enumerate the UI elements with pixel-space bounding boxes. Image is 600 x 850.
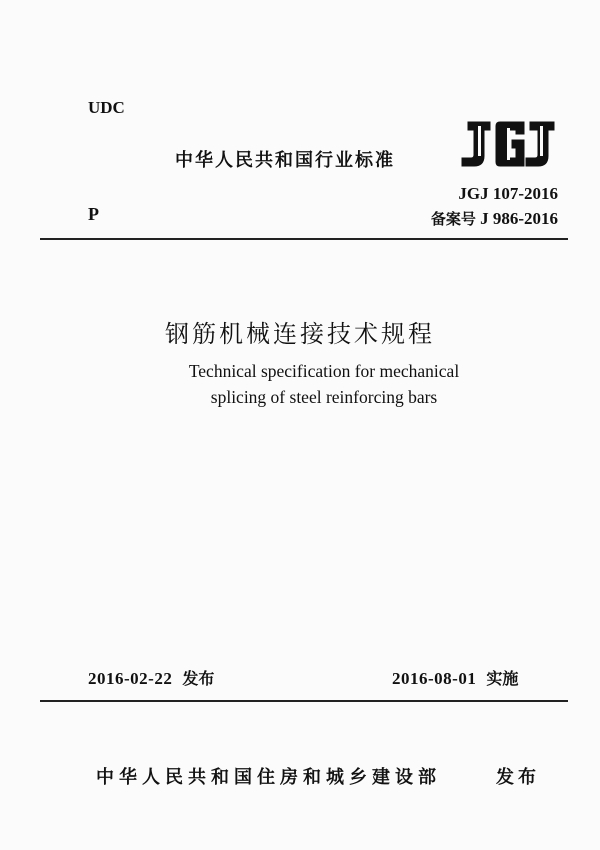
udc-label: UDC <box>88 98 125 117</box>
filing-prefix: 备案号 <box>430 210 476 228</box>
title-chinese: 钢筋机械连接技术规程 <box>165 320 435 348</box>
title-english <box>0 358 600 410</box>
jgj-logo <box>458 118 562 170</box>
implement-date: 2016-08-01 <box>392 669 477 688</box>
filing-number: J 986-2016 <box>480 209 558 228</box>
publish-date: 2016-02-22 <box>88 669 173 688</box>
title-english-line2: splicing of steel reinforcing bars <box>210 387 438 407</box>
publish-label: 发布 <box>182 669 215 688</box>
standard-type: 中华人民共和国行业标准 <box>175 150 395 171</box>
publish-date-line <box>88 666 214 689</box>
issuer-name: 中华人民共和国住房和城乡建设部 <box>96 767 441 788</box>
implement-label: 实施 <box>486 669 519 688</box>
standard-code: JGJ 107-2016 <box>458 184 558 203</box>
filing-number-line <box>431 208 558 229</box>
issuer-action: 发布 <box>496 767 540 788</box>
implement-date-line <box>392 666 518 689</box>
clc-label: P <box>88 204 99 224</box>
title-english-line1: Technical specification for mechanical <box>188 361 460 381</box>
top-divider <box>40 238 568 240</box>
bottom-divider <box>40 700 568 702</box>
